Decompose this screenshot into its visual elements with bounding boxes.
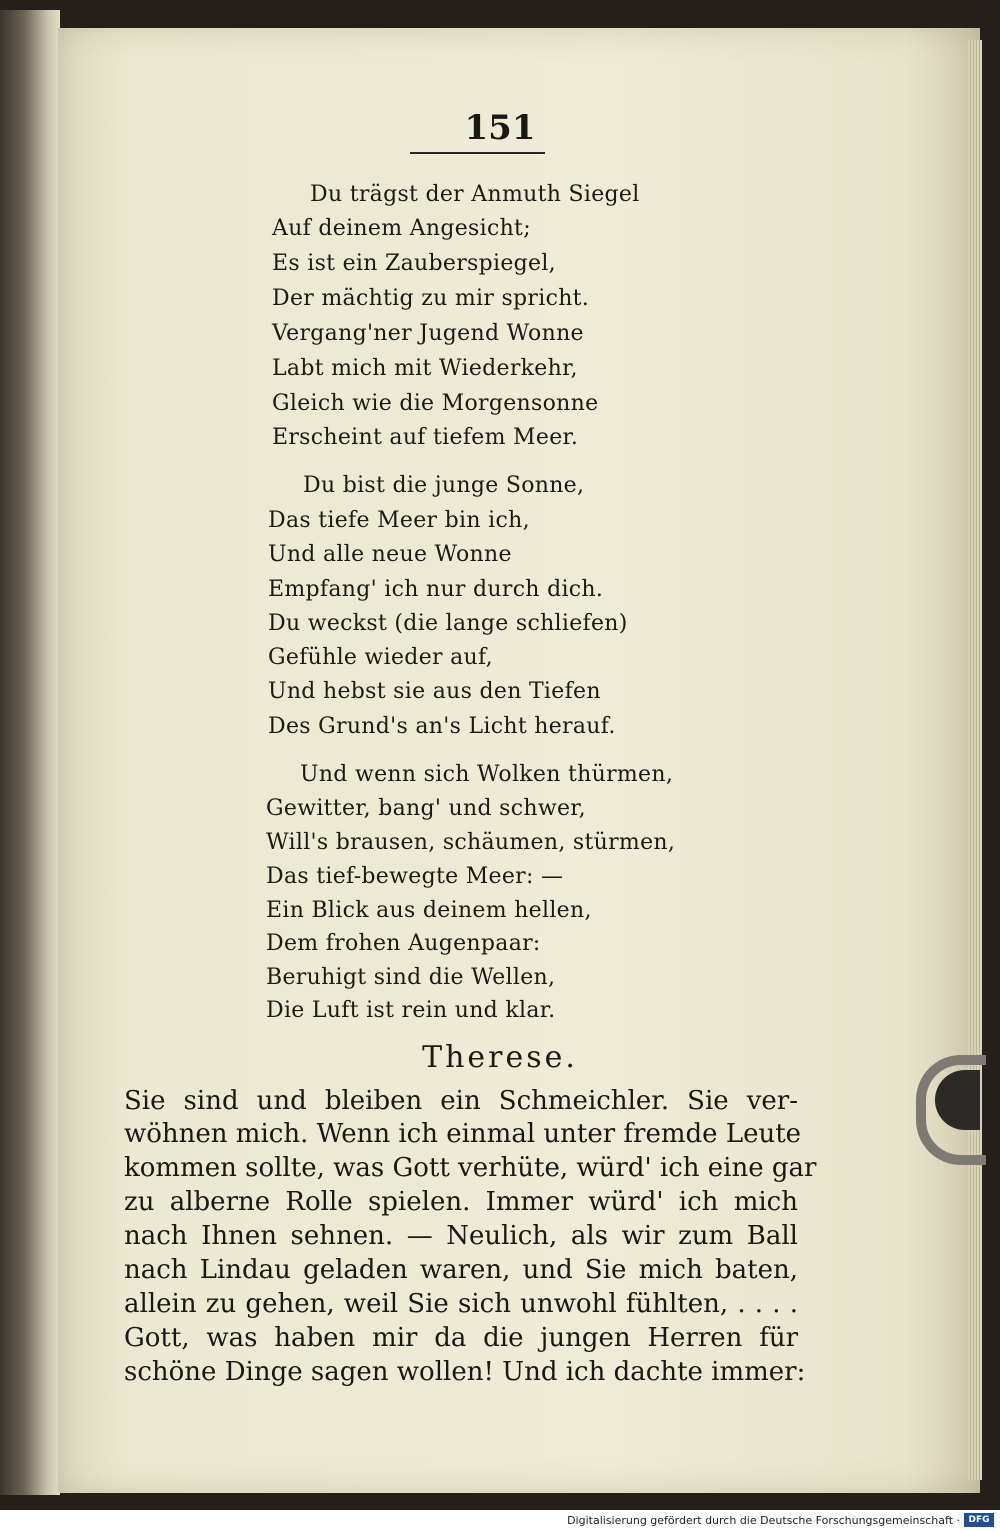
verse-line: Und wenn sich Wolken thürmen, (300, 762, 674, 787)
verse-line: Du trägst der Anmuth Siegel (310, 182, 640, 207)
prose-line: Gott, was haben mir da die jungen Herren für (124, 1323, 798, 1353)
verse-line: Ein Blick aus deinem hellen, (266, 898, 592, 923)
verse-line: Auf deinem Angesicht; (272, 216, 531, 241)
verse-line: Empfang' ich nur durch dich. (268, 577, 604, 602)
verse-line: Vergang'ner Jugend Wonne (272, 321, 584, 346)
footer-credit: Digitalisierung gefördert durch die Deutsche Forschungsgemeinschaft · (567, 1514, 960, 1527)
verse-line: Es ist ein Zauberspiegel, (272, 251, 556, 276)
prose-line: nach Lindau geladen waren, und Sie mich baten, (124, 1255, 798, 1285)
prose-line: Sie sind und bleiben ein Schmeichler. Sie ver- (124, 1086, 798, 1116)
verse-line: Labt mich mit Wiederkehr, (272, 356, 578, 381)
verse-line: Dem frohen Augenpaar: (266, 931, 541, 956)
speaker-name: Therese. (422, 1040, 578, 1075)
verse-line: Die Luft ist rein und klar. (266, 998, 556, 1023)
verse-line: Du bist die junge Sonne, (303, 473, 585, 498)
page-number: 151 (464, 108, 536, 148)
prose-line: wöhnen mich. Wenn ich einmal unter fremde Leute (124, 1119, 802, 1149)
book-spine-edge (0, 10, 60, 1495)
verse-line: Gewitter, bang' und schwer, (266, 796, 586, 821)
verse-line: Gleich wie die Morgensonne (272, 391, 599, 416)
page-number-rule (410, 152, 545, 154)
verse-line: Beruhigt sind die Wellen, (266, 965, 556, 990)
dfg-logo: DFG (964, 1513, 994, 1527)
verse-line: Will's brausen, schäumen, stürmen, (266, 830, 676, 855)
verse-line: Gefühle wieder auf, (268, 645, 493, 670)
verse-line: Das tiefe Meer bin ich, (268, 508, 530, 533)
verse-line: Und alle neue Wonne (268, 542, 512, 567)
verse-line: Erscheint auf tiefem Meer. (272, 425, 579, 450)
verse-line: Du weckst (die lange schliefen) (268, 611, 628, 636)
verse-line: Das tief-bewegte Meer: — (266, 864, 564, 889)
prose-line: allein zu gehen, weil Sie sich unwohl fühlten, . . . . (124, 1289, 798, 1319)
page-fore-edge (968, 40, 982, 1480)
verse-line: Der mächtig zu mir spricht. (272, 286, 590, 311)
prose-line: kommen sollte, was Gott verhüte, würd' ich eine gar (124, 1153, 817, 1183)
prose-line: nach Ihnen sehnen. — Neulich, als wir zum Ball (124, 1221, 798, 1251)
verse-line: Und hebst sie aus den Tiefen (268, 679, 601, 704)
prose-line: zu alberne Rolle spielen. Immer würd' ich mich (124, 1187, 798, 1217)
prose-line: schöne Dinge sagen wollen! Und ich dachte immer: (124, 1357, 806, 1387)
verse-line: Des Grund's an's Licht herauf. (268, 714, 616, 739)
